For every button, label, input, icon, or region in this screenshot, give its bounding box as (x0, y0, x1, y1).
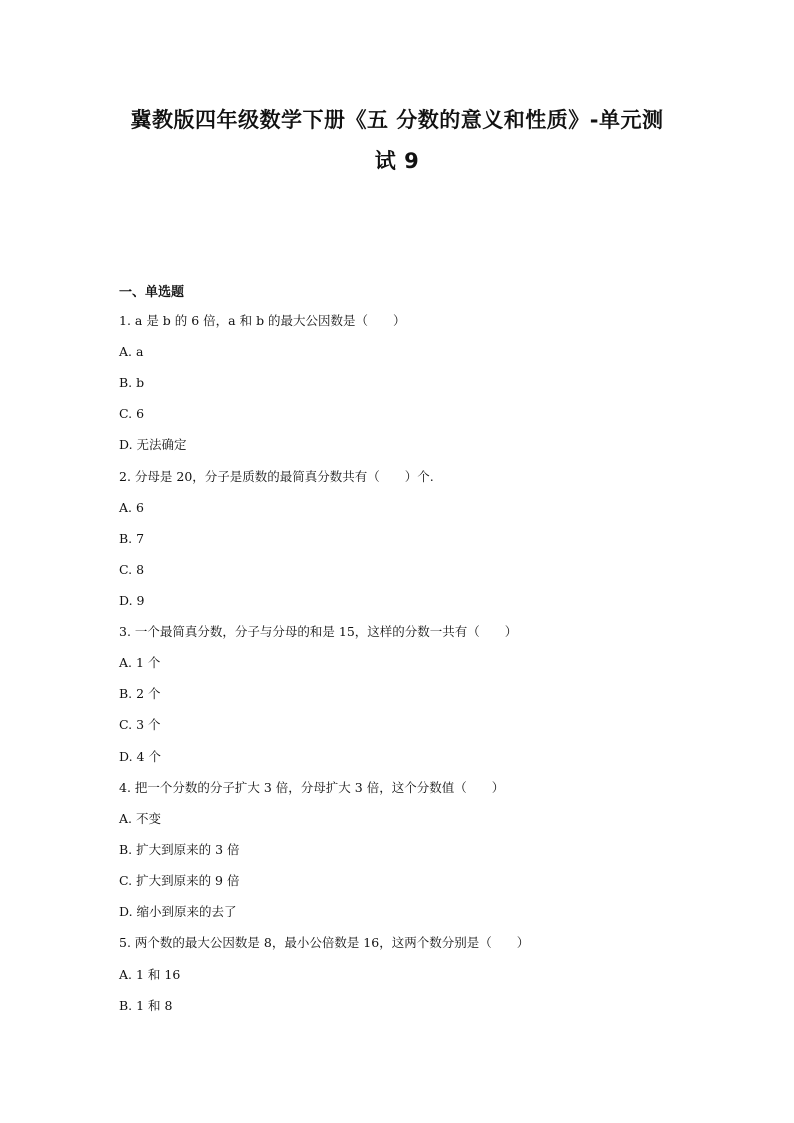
question-2-option-d: D. 9 (119, 593, 145, 608)
question-1-option-a: A. a (119, 344, 144, 359)
question-5-stem: 5. 两个数的最大公因数是 8，最小公倍数是 16，这两个数分别是（ ） (119, 935, 530, 950)
question-4-stem: 4. 把一个分数的分子扩大 3 倍，分母扩大 3 倍，这个分数值（ ） (119, 780, 505, 795)
question-4-option-b: B. 扩大到原来的 3 倍 (119, 842, 240, 857)
question-4-option-c: C. 扩大到原来的 9 倍 (119, 873, 240, 888)
question-1-option-c: C. 6 (119, 406, 145, 421)
question-3-option-a: A. 1 个 (119, 655, 161, 670)
question-5-option-b: B. 1 和 8 (119, 998, 173, 1013)
section-heading: 一、单选题 (119, 285, 185, 300)
question-3-option-d: D. 4 个 (119, 749, 161, 764)
question-3-option-b: B. 2 个 (119, 686, 161, 701)
question-5-option-a: A. 1 和 16 (119, 967, 181, 982)
question-3-stem: 3. 一个最简真分数，分子与分母的和是 15，这样的分数一共有（ ） (119, 624, 518, 639)
question-4-option-d: D. 缩小到原来的去了 (119, 904, 237, 919)
question-1-option-b: B. b (119, 375, 145, 390)
question-4-option-a: A. 不变 (119, 811, 161, 826)
question-2-option-c: C. 8 (119, 562, 145, 577)
question-2-stem: 2. 分母是 20，分子是质数的最简真分数共有（ ）个. (119, 469, 434, 484)
question-3-option-c: C. 3 个 (119, 717, 161, 732)
document-title-line-1: 冀教版四年级数学下册《五 分数的意义和性质》-单元测 (130, 108, 664, 132)
question-2-option-a: A. 6 (119, 500, 144, 515)
question-1-stem: 1. a 是 b 的 6 倍，a 和 b 的最大公因数是（ ） (119, 313, 406, 328)
question-1-option-d: D. 无法确定 (119, 437, 187, 452)
question-2-option-b: B. 7 (119, 531, 145, 546)
document-title-line-2: 试 9 (374, 149, 420, 173)
